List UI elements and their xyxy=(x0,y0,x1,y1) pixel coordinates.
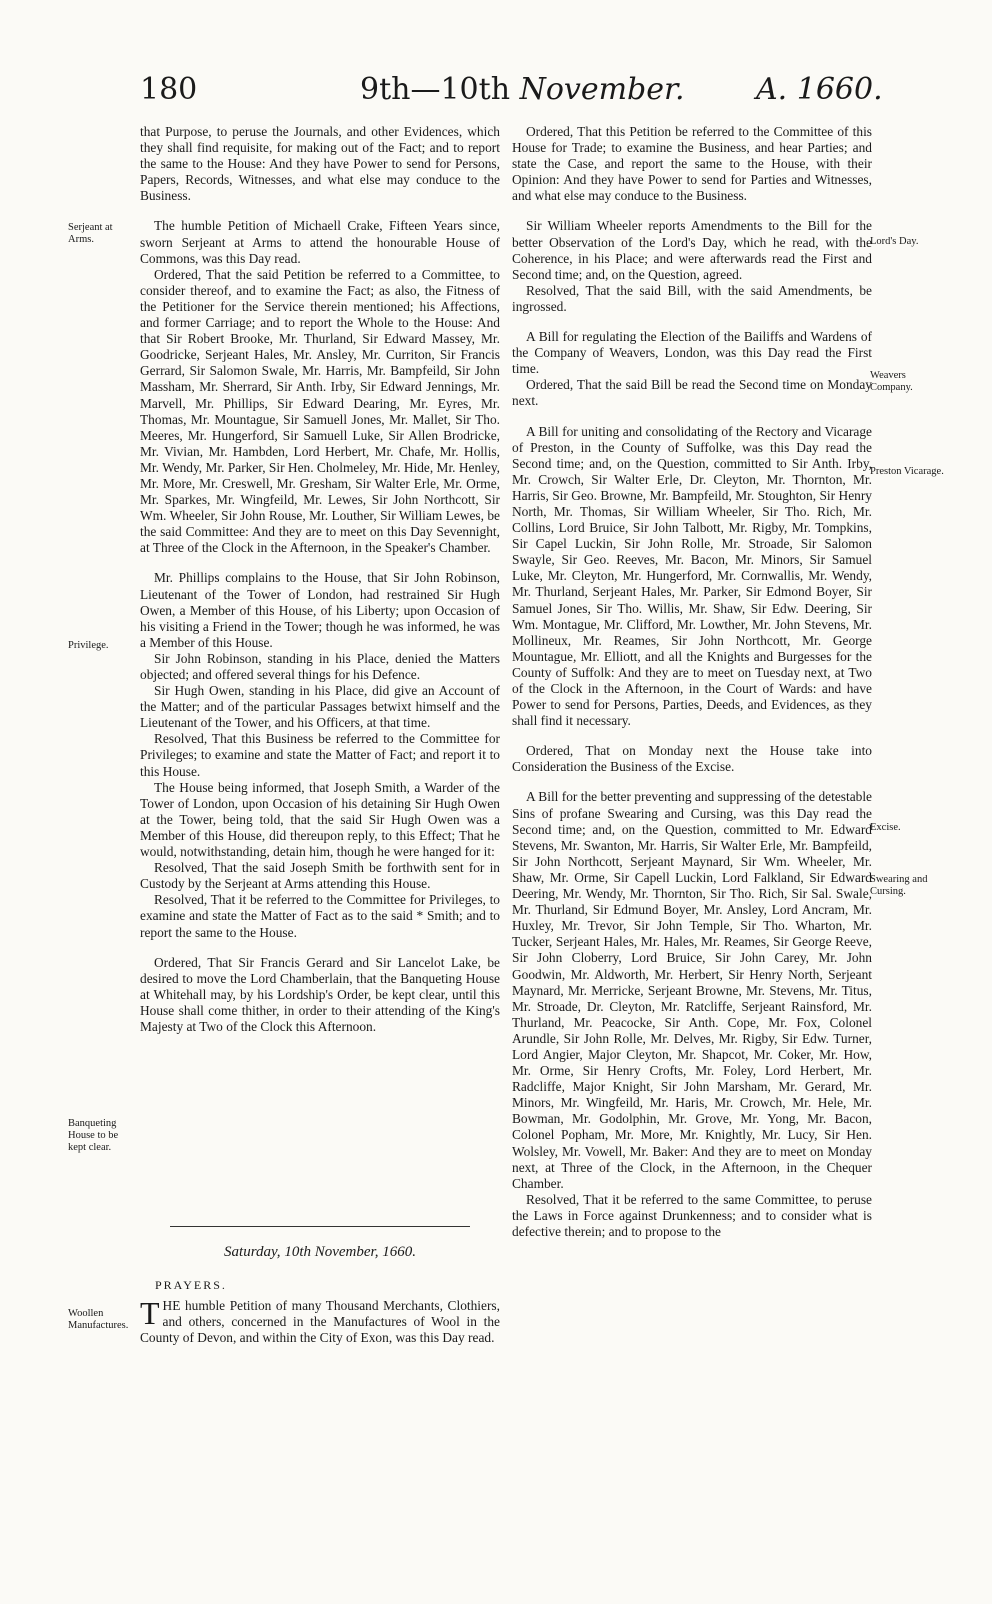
left-paragraph: The humble Petition of Michaell Crake, Fifteen Years since, sworn Serjeant at Arms to attend the honourable House of Commons, was this Day read. xyxy=(140,218,500,266)
margin-note-woollen: Woollen Manufactures. xyxy=(68,1308,129,1331)
left-paragraph: Resolved, That this Business be referred to the Committee for Privileges; to examine and state the Matter of Fact; and report it to this House. xyxy=(140,731,500,779)
right-paragraph: A Bill for uniting and consolidating of the Rectory and Vicarage of Preston, in the County of Suffolke, was this Day read the Second time; and, on the Question, committed to Sir Anth. Irby, Mr. Crowch, Sir Walter Erle, Dr. Cleyton, Mr. Thornton, Mr. Harris, Sir Geo. Browne, Mr. Bampfeild, Mr. Stoughton, Sir Henry North, Mr. Thomas, Sir William Wheeler, Sir Tho. Rich, Mr. Collins, Lord Bruice, Sir John Talbott, Mr. Rigby, Mr. Tompkins, Sir Capel Luckin, Sir John Rolle, Mr. Stroade, Sir Salomon Swayle, Sir Geo. Reeves, Mr. Bacon, Mr. Minors, Sir Samuel Luke, Mr. Cleyton, Mr. Hungerford, Mr. Cornwallis, Mr. Wendy, Mr. Thurland, Serjeant Hales, Mr. Parker, Sir Edmond Boyer, Sir Samuel Jones, Sir Tho. Willis, Mr. Shaw, Sir Edw. Deering, Sir Wm. Montague, Mr. Clifford, Mr. Lowther, Mr. John Stevens, Mr. Mollineux, Mr. Reames, Sir John Northcott, Mr. George Mountague, Mr. Elliott, and all the Knights and Burgesses for the County of Suffolk: And they are to meet on Tuesday next, at Two of the Clock in the Afternoon, in the Court of Wards: and have Power to send for Persons, Parties, Deeds, and Evidences, as they shall find it necessary. xyxy=(512,423,872,729)
drop-cap: T xyxy=(140,1295,160,1331)
margin-note-preston: Preston Vicarage. xyxy=(870,466,944,477)
left-paragraph: Resolved, That it be referred to the Committee for Privileges, to examine and state the Matter of Fact as to the said * Smith; and to report the same to the House. xyxy=(140,892,500,940)
prayers-heading: PRAYERS. xyxy=(155,1278,227,1292)
month: November. xyxy=(519,72,685,107)
woollen-text: HE humble Petition of many Thousand Merchants, Clothiers, and others, concerned in the Manufactures of Wool in the County of Devon, and within the City of Exon, was this Day read. xyxy=(140,1298,500,1346)
running-date xyxy=(360,72,685,107)
left-paragraph: Ordered, That Sir Francis Gerard and Sir Lancelot Lake, be desired to move the Lord Chamberlain, that the Banqueting House at Whitehall may, by his Lordship's Order, be kept clear, until this House shall come thither, in order to their attending of the King's Majesty at Two of the Clock this Afternoon. xyxy=(140,954,500,1034)
left-paragraph: Sir John Robinson, standing in his Place, denied the Matters objected; and offered several things for his Defence. xyxy=(140,650,500,682)
margin-note-lords-day: Lord's Day. xyxy=(870,236,919,247)
margin-note-excise: Excise. xyxy=(870,822,901,833)
left-column xyxy=(140,124,500,1035)
running-year: A. 1660. xyxy=(756,72,883,107)
date-range: 9th—10th xyxy=(360,72,511,107)
saturday-heading xyxy=(140,1244,500,1261)
right-paragraph: Ordered, That this Petition be referred to the Committee of this House for Trade; to examine the Business, and hear Parties; and state the Case, and report the same to the House, with their Opinion: And they have Power to send for Parties and Witnesses, and what else may conduce to the Business. xyxy=(512,124,872,204)
saturday-date: 10th November, 1660. xyxy=(284,1244,416,1260)
right-paragraph: Sir William Wheeler reports Amendments to the Bill for the better Observation of the Lord's Day, which he read, with the Coherence, in his Place; and were afterwards read the First and Second time; and, on the Question, agreed. xyxy=(512,218,872,282)
saturday-day: Saturday, xyxy=(224,1244,281,1260)
margin-note-serjeant: Serjeant at Arms. xyxy=(68,222,113,245)
margin-note-privilege: Privilege. xyxy=(68,640,109,651)
left-paragraph: Mr. Phillips complains to the House, that Sir John Robinson, Lieutenant of the Tower of London, had restrained Sir Hugh Owen, a Member of this House, of his Liberty; upon Occasion of his visiting a Friend in the Tower; though he was informed, he was a Member of this House. xyxy=(140,570,500,650)
left-paragraph: Resolved, That the said Joseph Smith be forthwith sent for in Custody by the Serjeant at Arms attending this House. xyxy=(140,860,500,892)
page-header xyxy=(0,72,992,112)
right-paragraph: Resolved, That the said Bill, with the said Amendments, be ingrossed. xyxy=(512,282,872,314)
woollen-paragraph xyxy=(140,1295,500,1346)
margin-note-weavers: Weavers Company. xyxy=(870,370,913,393)
margin-note-banqueting: Banqueting House to be kept clear. xyxy=(68,1118,119,1153)
right-paragraph: Ordered, That the said Bill be read the Second time on Monday next. xyxy=(512,377,872,409)
right-column xyxy=(512,124,872,1240)
left-paragraph: that Purpose, to peruse the Journals, and other Evidences, which they shall find requisite, for making out of the Fact; and to report the same to the House: And they have Power to send for Persons, Papers, Records, Witnesses, and what else may conduce to the Business. xyxy=(140,124,500,204)
margin-note-swearing: Swearing and Cursing. xyxy=(870,874,928,897)
right-paragraph: Ordered, That on Monday next the House take into Consideration the Business of the Excise. xyxy=(512,743,872,775)
right-paragraph: Resolved, That it be referred to the same Committee, to peruse the Laws in Force against Drunkenness; and to consider what is defective therein; and to propose to the xyxy=(512,1191,872,1239)
left-paragraph: Sir Hugh Owen, standing in his Place, did give an Account of the Matter; and of the particular Passages betwixt himself and the Lieutenant of the Tower, and his Officers, at that time. xyxy=(140,683,500,731)
right-paragraph: A Bill for regulating the Election of the Bailiffs and Wardens of the Company of Weavers, London, was this Day read the First time. xyxy=(512,329,872,377)
right-paragraph: A Bill for the better preventing and suppressing of the detestable Sins of profane Swearing and Cursing, was this Day read the Second time; and, on the Question, committed to Mr. Edward Stevens, Mr. Swanton, Mr. Harris, Sir Walter Erle, Mr. Bampfeild, Sir John Northcott, Serjeant Maynard, Sir Wm. Wheeler, Mr. Shaw, Mr. Orme, Sir Capell Luckin, Lord Falkland, Sir Edward Deering, Mr. Wendy, Mr. Thornton, Sir Tho. Rich, Sir Sal. Swale, Mr. Thurland, Sir Edmund Boyer, Mr. Ansley, Lord Ancram, Mr. Huxley, Mr. Trevor, Sir John Temple, Sir Tho. Wharton, Mr. Tucker, Serjeant Hales, Mr. Hales, Mr. Reames, Sir George Reeve, Sir John Cloberry, Lord Bruice, Sir John Carey, Mr. John Goodwin, Mr. Aldworth, Mr. Herbert, Sir Henry North, Serjeant Maynard, Mr. Merricke, Serjeant Browne, Mr. Stevens, Mr. Titus, Mr. Stroade, Dr. Cleyton, Mr. Ratcliffe, Serjeant Rainsford, Mr. Thurland, Mr. Peacocke, Sir Anth. Cope, Mr. Fox, Colonel Arundle, Sir John Rolle, Mr. Delves, Mr. Rigby, Sir Edw. Turner, Lord Angier, Major Cleyton, Mr. Shapcot, Mr. Coker, Mr. How, Mr. Orme, Sir Henry Crofts, Mr. Foley, Lord Herbert, Mr. Radcliffe, Major Knight, Sir John Marsham, Mr. Gerard, Mr. Minors, Mr. Wingfeild, Mr. Haris, Mr. Crowch, Mr. Hele, Mr. Bowman, Mr. Godolphin, Mr. Grove, Mr. Yong, Mr. Bacon, Colonel Popham, Mr. More, Mr. Knightly, Mr. Lucy, Sir Hen. Wolsley, Mr. Vowell, Mr. Baker: And they are to meet on Monday next, at Three of the Clock, in the Afternoon, in the Chequer Chamber. xyxy=(512,789,872,1191)
page-number: 180 xyxy=(140,72,198,107)
left-paragraph: Ordered, That the said Petition be referred to a Committee, to consider thereof, and to examine the Fact; as also, the Fitness of the Petitioner for the Service therein mentioned; his Affections, and former Carriage; and to report the Whole to the House: And that Sir Robert Brooke, Mr. Thurland, Sir Edward Massey, Mr. Goodricke, Serjeant Hales, Mr. Ansley, Mr. Curriton, Sir Francis Gerrard, Sir Salomon Swale, Mr. Harris, Mr. Bampfeild, Sir John Massham, Mr. Sherrard, Sir Anth. Irby, Sir Edward Jennings, Mr. Marvell, Mr. Phillips, Sir Edward Dearing, Mr. Eyres, Mr. Thomas, Mr. Mountague, Sir Samuell Jones, Mr. Mallet, Sir Tho. Meeres, Mr. Hungerford, Sir Samuell Luke, Sir Allen Brodricke, Mr. Vivian, Mr. Hambden, Lord Herbert, Mr. Chafe, Mr. Hollis, Mr. Wendy, Mr. Parker, Sir Hen. Cholmeley, Mr. Hide, Mr. Henley, Mr. More, Mr. Creswell, Mr. Gresham, Sir Walter Erle, Mr. Orme, Mr. Sparkes, Mr. Wingfeild, Mr. Lewes, Sir John Northcott, Sir Wm. Wheeler, Sir John Rouse, Mr. Louther, Sir William Lewes, be the said Committee: And they are to meet on this Day Sevennight, at Three of the Clock in the Afternoon, in the Speaker's Chamber. xyxy=(140,266,501,556)
section-rule xyxy=(170,1226,470,1227)
left-paragraph: The House being informed, that Joseph Smith, a Warder of the Tower of London, upon Occasion of his detaining Sir Hugh Owen at the Tower, being told, that the said Sir Hugh Owen was a Member of this House, did thereupon reply, to this Effect; That he would, notwithstanding, detain him, though he were hanged for it: xyxy=(140,779,500,860)
